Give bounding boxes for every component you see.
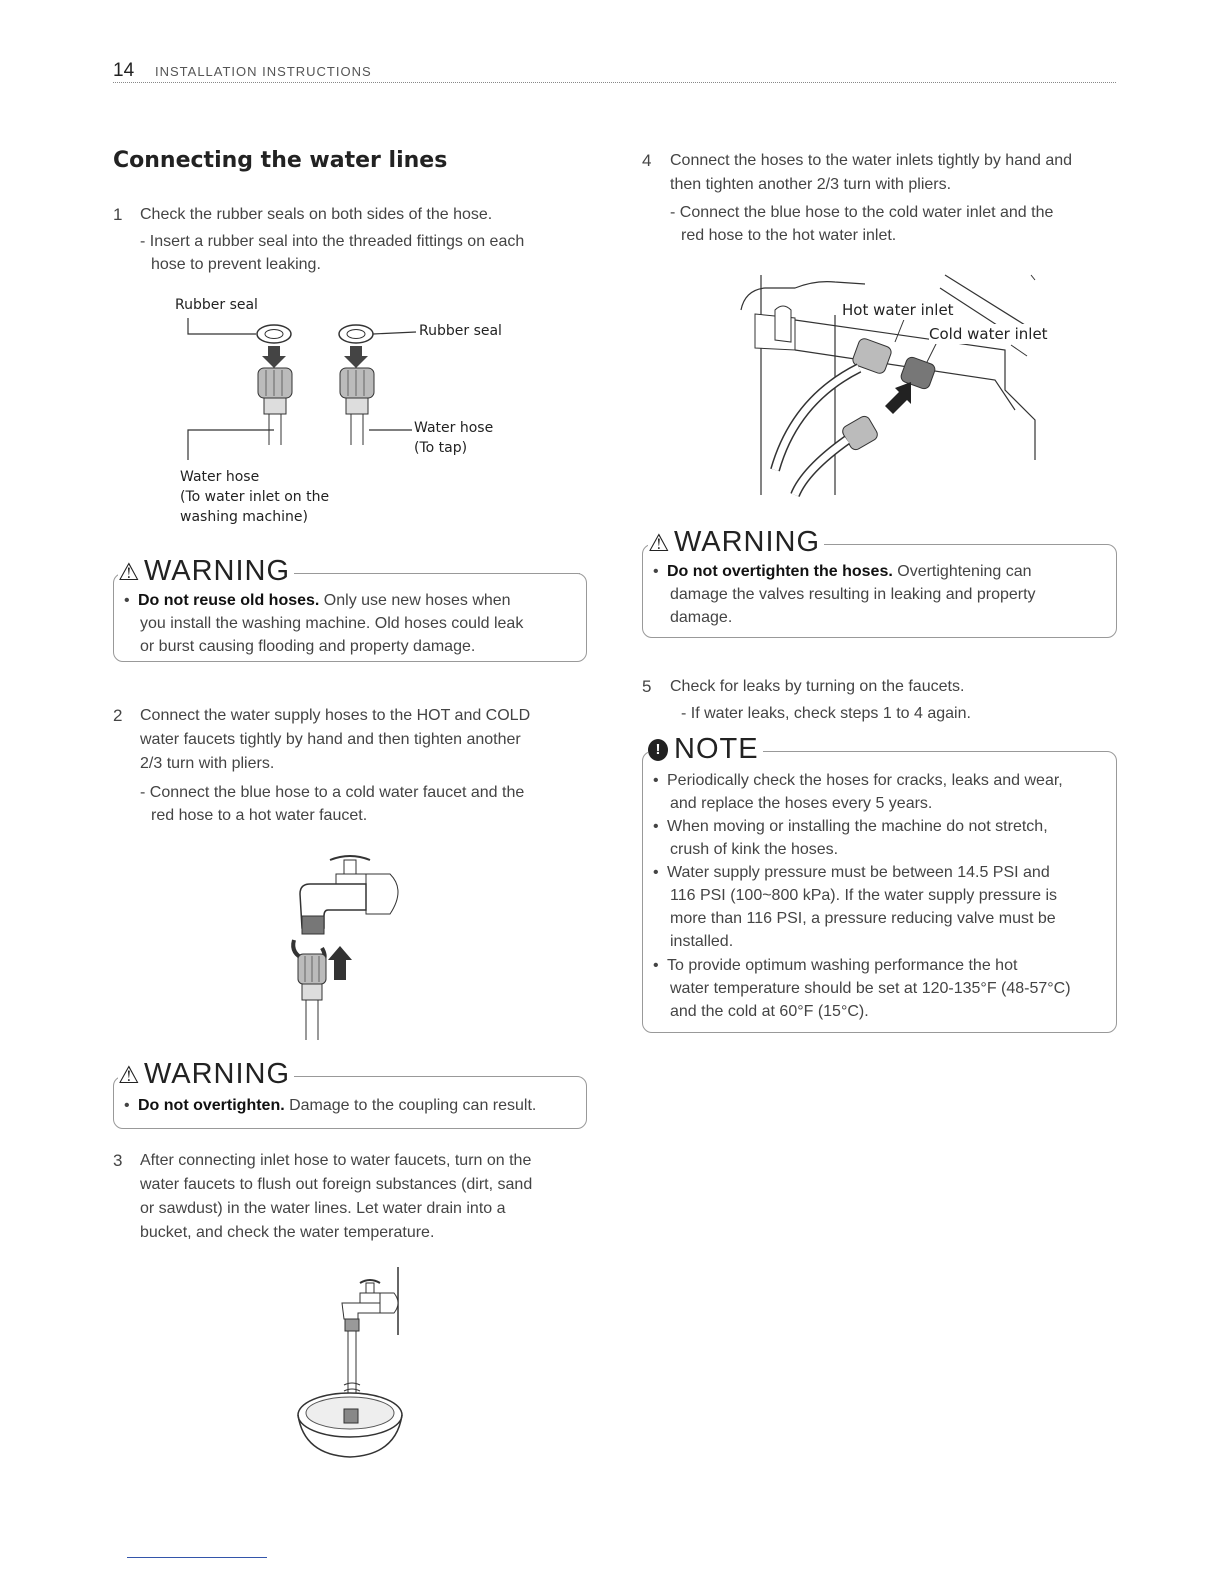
step-3-line1: After connecting inlet hose to water faucets, turn on the bbox=[140, 1152, 532, 1169]
warning-3-header bbox=[648, 526, 824, 559]
hose-seal-illustration bbox=[170, 310, 430, 470]
note-b3-line1: Water supply pressure must be between 14.5 PSI and bbox=[667, 864, 1050, 881]
note-b3-line2: 116 PSI (100~800 kPa). If the water supply pressure is bbox=[670, 887, 1058, 904]
note-b3-line4: installed. bbox=[670, 933, 734, 950]
note-title: NOTE bbox=[674, 733, 763, 766]
label-water-hose-machine-2: (To water inlet on the bbox=[180, 489, 330, 505]
warning-1-line3: or burst causing flooding and property damage. bbox=[140, 638, 476, 655]
note-b3-line3: more than 116 PSI, a pressure reducing valve must be bbox=[670, 910, 1056, 927]
step-1-text: Check the rubber seals on both sides of the hose. bbox=[140, 206, 493, 223]
step-2-line3: 2/3 turn with pliers. bbox=[140, 755, 275, 772]
footer-rule bbox=[127, 1557, 267, 1558]
step-1-number: 1 bbox=[113, 205, 123, 224]
warning-1-header bbox=[118, 555, 294, 588]
note-b2-line1: When moving or installing the machine do not stretch, bbox=[667, 818, 1048, 835]
step-5-number: 5 bbox=[642, 677, 652, 696]
label-hot-water-inlet: Hot water inlet bbox=[842, 301, 954, 319]
warning-3-line1: • Do not overtighten the hoses. Overtightening can bbox=[653, 563, 1032, 580]
step-4-sub-line2: red hose to the hot water inlet. bbox=[681, 227, 897, 244]
note-b4-line1: To provide optimum washing performance the hot bbox=[667, 957, 1018, 974]
step-1-sub-line2: hose to prevent leaking. bbox=[151, 256, 321, 273]
label-water-hose-machine-1: Water hose bbox=[180, 469, 260, 485]
warning-icon: ⚠ bbox=[118, 559, 140, 586]
warning-2-title: WARNING bbox=[144, 1058, 294, 1090]
note-b2-line2: crush of kink the hoses. bbox=[670, 841, 839, 858]
label-water-hose-tap-1: Water hose bbox=[414, 420, 494, 436]
note-bullet-2: • When moving or installing the machine do not stretch, bbox=[653, 818, 1048, 835]
note-b1-line1: Periodically check the hoses for cracks, leaks and wear, bbox=[667, 772, 1063, 789]
label-rubber-seal-left: Rubber seal bbox=[175, 297, 258, 313]
step-5-text: Check for leaks by turning on the faucets. bbox=[670, 678, 965, 695]
step-3-line3: or sawdust) in the water lines. Let water drain into a bbox=[140, 1200, 506, 1217]
warning-2-header bbox=[118, 1058, 294, 1091]
step-1-sub-line1: - Insert a rubber seal into the threaded fittings on each bbox=[140, 233, 525, 250]
note-bullet-1: • Periodically check the hoses for cracks, leaks and wear, bbox=[653, 772, 1063, 789]
step-2-sub-line1: - Connect the blue hose to a cold water faucet and the bbox=[140, 784, 525, 801]
warning-1-text: Only use new hoses when bbox=[319, 592, 511, 609]
warning-icon: ⚠ bbox=[118, 1062, 140, 1089]
label-cold-water-inlet: Cold water inlet bbox=[929, 325, 1048, 343]
step-2-number: 2 bbox=[113, 706, 123, 725]
label-water-hose-tap-2: (To tap) bbox=[414, 440, 468, 456]
info-icon: ! bbox=[648, 739, 668, 761]
note-b1-line2: and replace the hoses every 5 years. bbox=[670, 795, 933, 812]
warning-icon: ⚠ bbox=[648, 530, 670, 557]
warning-3-text: Overtightening can bbox=[892, 563, 1032, 580]
label-rubber-seal-right: Rubber seal bbox=[419, 323, 502, 339]
step-3-line4: bucket, and check the water temperature. bbox=[140, 1224, 435, 1241]
step-2-sub-line2: red hose to a hot water faucet. bbox=[151, 807, 368, 824]
warning-3-title: WARNING bbox=[674, 526, 824, 558]
page-header-title: INSTALLATION INSTRUCTIONS bbox=[155, 64, 372, 79]
step-3-line2: water faucets to flush out foreign substances (dirt, sand bbox=[140, 1176, 533, 1193]
warning-2-text: Damage to the coupling can result. bbox=[284, 1097, 537, 1114]
warning-2-line: • Do not overtighten. Damage to the coupling can result. bbox=[124, 1097, 537, 1114]
step-3-number: 3 bbox=[113, 1151, 123, 1170]
note-b4-line2: water temperature should be set at 120-135°F (48-57°C) bbox=[670, 980, 1071, 997]
note-b4-line3: and the cold at 60°F (15°C). bbox=[670, 1003, 869, 1020]
step-4-line1: Connect the hoses to the water inlets tightly by hand and bbox=[670, 152, 1073, 169]
note-header bbox=[648, 733, 763, 766]
warning-3-line2: damage the valves resulting in leaking and property bbox=[670, 586, 1036, 603]
section-title: Connecting the water lines bbox=[113, 148, 448, 173]
header-divider bbox=[113, 82, 1116, 83]
warning-1-line1: • Do not reuse old hoses. Only use new hoses when bbox=[124, 592, 511, 609]
label-water-hose-machine-3: washing machine) bbox=[180, 509, 308, 525]
step-2-line2: water faucets tightly by hand and then tighten another bbox=[140, 731, 521, 748]
step-5-sub: - If water leaks, check steps 1 to 4 again. bbox=[681, 705, 971, 722]
bucket-flush-illustration bbox=[290, 1265, 420, 1465]
warning-3-bold: Do not overtighten the hoses. bbox=[667, 563, 893, 580]
note-bullet-3: • Water supply pressure must be between 14.5 PSI and bbox=[653, 864, 1050, 881]
step-4-number: 4 bbox=[642, 151, 652, 170]
warning-3-line3: damage. bbox=[670, 609, 733, 626]
step-4-line2: then tighten another 2/3 turn with pliers. bbox=[670, 176, 952, 193]
faucet-connection-illustration bbox=[280, 850, 430, 1045]
step-4-sub-line1: - Connect the blue hose to the cold water inlet and the bbox=[670, 204, 1054, 221]
note-bullet-4: • To provide optimum washing performance the hot bbox=[653, 957, 1018, 974]
warning-1-title: WARNING bbox=[144, 555, 294, 587]
warning-1-rule bbox=[320, 573, 580, 574]
warning-2-bold: Do not overtighten. bbox=[138, 1097, 285, 1114]
warning-1-line2: you install the washing machine. Old hoses could leak bbox=[140, 615, 524, 632]
page-number: 14 bbox=[113, 60, 135, 81]
step-2-line1: Connect the water supply hoses to the HOT and COLD bbox=[140, 707, 531, 724]
warning-1-bold: Do not reuse old hoses. bbox=[138, 592, 320, 609]
